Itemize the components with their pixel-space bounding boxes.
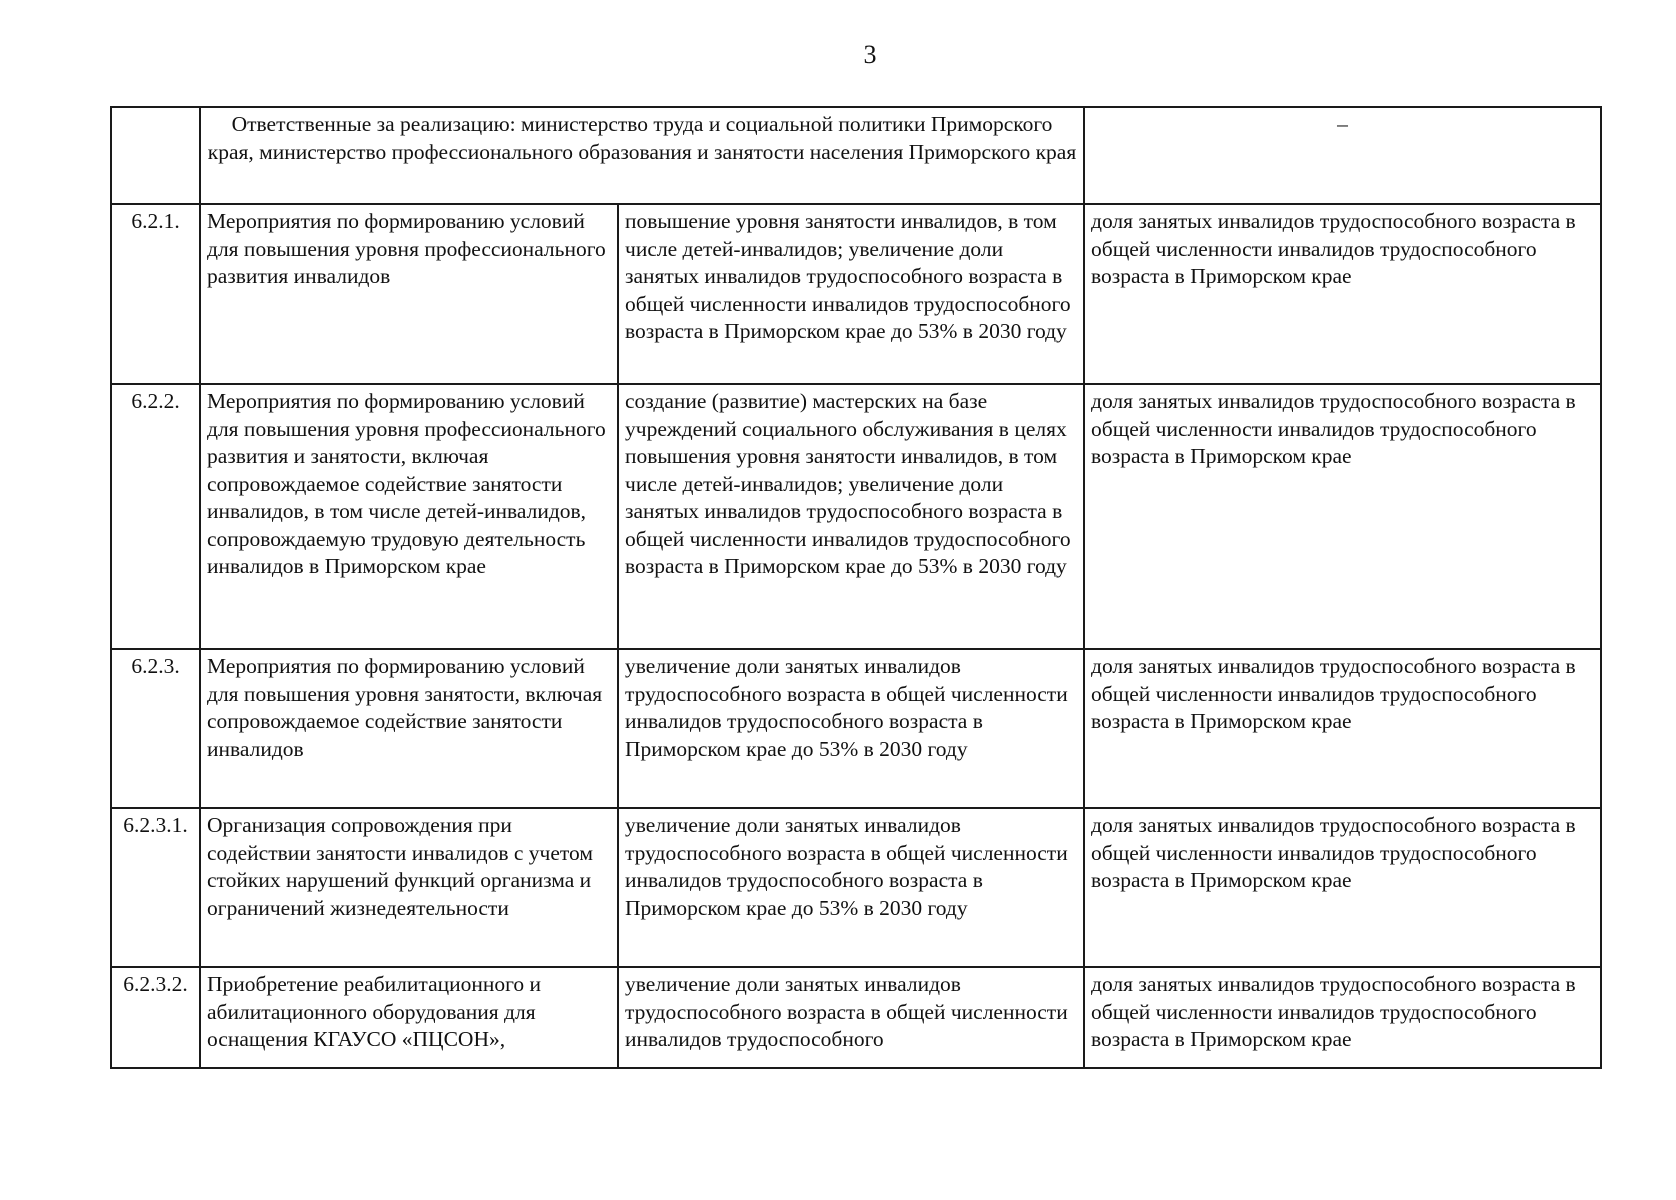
empty-number-cell (111, 107, 200, 204)
indicator-cell: доля занятых инвалидов трудоспособного возраста в общей численности инвалидов трудоспособного возраста в Приморском крае (1084, 384, 1601, 649)
table-row (111, 204, 1601, 384)
indicator-cell: доля занятых инвалидов трудоспособного возраста в общей численности инвалидов трудоспособного возраста в Приморском крае (1084, 204, 1601, 384)
measure-cell: Мероприятия по формированию условий для повышения уровня профессионального развития и занятости, включая сопровождаемое содействие занятости инвалидов, в том числе детей-инвалидов, сопровождаемую трудовую деятельность инвалидов в Приморском крае (200, 384, 618, 649)
table-row (111, 967, 1601, 1068)
measures-table (110, 106, 1602, 1069)
responsible-cell: Ответственные за реализацию: министерство труда и социальной политики Приморского края, министерство профессионального образования и занятости населения Приморского края (200, 107, 1084, 204)
measure-cell: Организация сопровождения при содействии занятости инвалидов с учетом стойких нарушений функций организма и ограничений жизнедеятельности (200, 808, 618, 967)
result-cell: увеличение доли занятых инвалидов трудоспособного возраста в общей численности инвалидов трудоспособного возраста в Приморском крае до 53% в 2030 году (618, 808, 1084, 967)
row-number: 6.2.2. (111, 384, 200, 649)
table-row (111, 384, 1601, 649)
row-number: 6.2.1. (111, 204, 200, 384)
row-number: 6.2.3.1. (111, 808, 200, 967)
row-number: 6.2.3.2. (111, 967, 200, 1068)
row-number: 6.2.3. (111, 649, 200, 808)
result-cell: увеличение доли занятых инвалидов трудоспособного возраста в общей численности инвалидов трудоспособного (618, 967, 1084, 1068)
measure-cell: Мероприятия по формированию условий для повышения уровня занятости, включая сопровождаемое содействие занятости инвалидов (200, 649, 618, 808)
page-number: 3 (863, 40, 877, 69)
responsible-row (111, 107, 1601, 204)
table-row (111, 649, 1601, 808)
indicator-cell: доля занятых инвалидов трудоспособного возраста в общей численности инвалидов трудоспособного возраста в Приморском крае (1084, 967, 1601, 1068)
responsible-indicator-cell: – (1084, 107, 1601, 204)
result-cell: увеличение доли занятых инвалидов трудоспособного возраста в общей численности инвалидов трудоспособного возраста в Приморском крае до 53% в 2030 году (618, 649, 1084, 808)
indicator-cell: доля занятых инвалидов трудоспособного возраста в общей численности инвалидов трудоспособного возраста в Приморском крае (1084, 808, 1601, 967)
indicator-cell: доля занятых инвалидов трудоспособного возраста в общей численности инвалидов трудоспособного возраста в Приморском крае (1084, 649, 1601, 808)
result-cell: повышение уровня занятости инвалидов, в том числе детей-инвалидов; увеличение доли занятых инвалидов трудоспособного возраста в общей численности инвалидов трудоспособного возраста в Приморском крае до 53% в 2030 году (618, 204, 1084, 384)
table-row (111, 808, 1601, 967)
measure-cell: Мероприятия по формированию условий для повышения уровня профессионального развития инвалидов (200, 204, 618, 384)
measure-cell: Приобретение реабилитационного и абилитационного оборудования для оснащения КГАУСО «ПЦСОН», (200, 967, 618, 1068)
result-cell: создание (развитие) мастерских на базе учреждений социального обслуживания в целях повышения уровня занятости инвалидов, в том числе детей-инвалидов; увеличение доли занятых инвалидов трудоспособного возраста в общей численности инвалидов трудоспособного возраста в Приморском крае до 53% в 2030 году (618, 384, 1084, 649)
